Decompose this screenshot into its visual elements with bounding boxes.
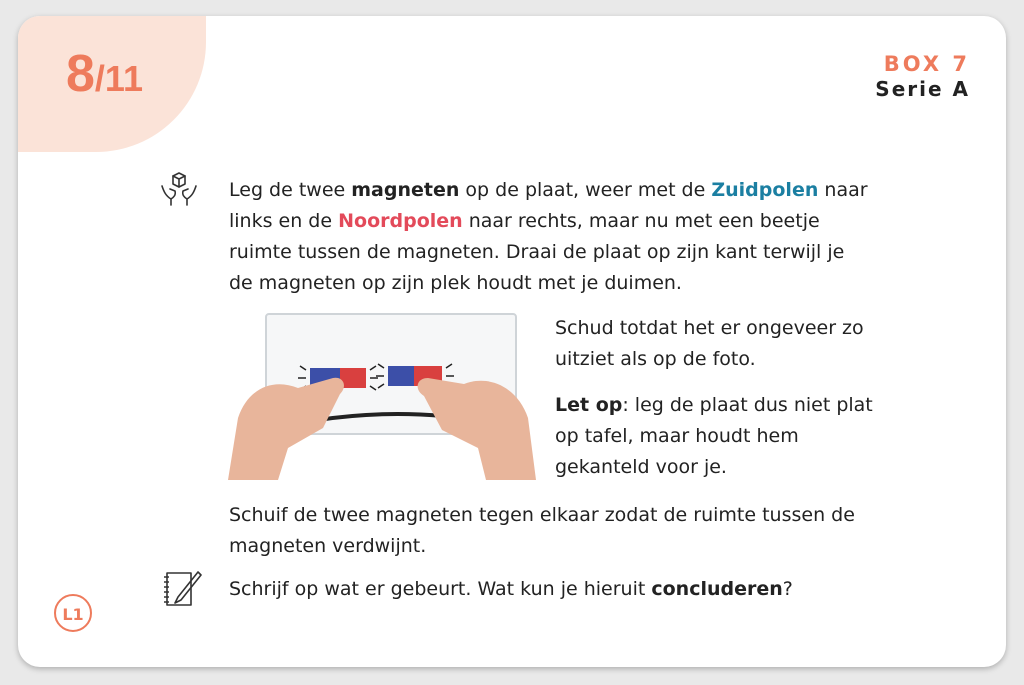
- instr3-bold-concluderen: concluderen: [651, 578, 783, 600]
- level-badge: L1: [54, 594, 92, 632]
- zuidpolen-label: Zuidpolen: [711, 179, 819, 201]
- box-label: [875, 52, 970, 102]
- note-body: : leg de plaat dus niet plat op tafel, maar houdt hem gekanteld voor je.: [555, 394, 873, 478]
- instr1-text-3: naar links en de: [229, 179, 868, 232]
- magnets-photo: [228, 308, 536, 480]
- instr3-text-2: ?: [782, 578, 793, 600]
- note-text: [555, 390, 885, 483]
- task-card: [18, 16, 1006, 667]
- side-text: [555, 313, 885, 483]
- counter-current: 8: [66, 45, 95, 103]
- series-label: Serie A: [875, 77, 970, 101]
- instr1-text-2: op de plaat, weer met de: [459, 179, 712, 201]
- notebook-pen-icon: [162, 569, 202, 609]
- instr1-text-1: Leg de twee: [229, 179, 352, 201]
- instr1-bold-magneten: magneten: [351, 179, 460, 201]
- note-label: Let op: [555, 394, 623, 416]
- box-number: BOX 7: [883, 52, 970, 76]
- noordpolen-label: Noordpolen: [338, 210, 463, 232]
- shake-text: Schud totdat het er ongeveer zo uitziet als op de foto.: [555, 317, 864, 370]
- instruction-2: Schuif de twee magneten tegen elkaar zodat de ruimte tussen de magneten verdwijnt.: [229, 504, 855, 557]
- page-counter: [66, 44, 143, 104]
- instruction-1: [229, 175, 869, 299]
- hands-box-icon: [158, 168, 200, 210]
- counter-total: /11: [94, 58, 143, 99]
- instruction-3: [229, 574, 869, 605]
- instr1-text-4: naar rechts, maar nu met een beetje ruimte tussen de magneten. Draai de plaat op zijn kant terwijl je de magneten op zijn plek houdt met je duimen.: [229, 210, 845, 294]
- instr3-text-1: Schrijf op wat er gebeurt. Wat kun je hieruit: [229, 578, 652, 600]
